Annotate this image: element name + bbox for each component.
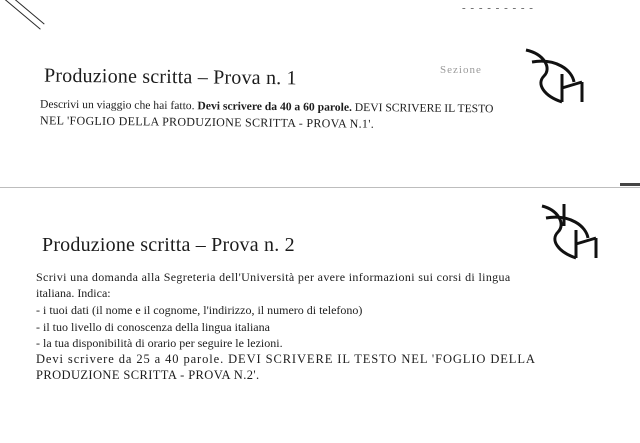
section1-instruction: Descrivi un viaggio che hai fatto.: [39, 97, 195, 113]
section2-line1: Scrivi una domanda alla Segreteria dell'Università per avere informazioni sui corsi di lingua: [36, 270, 511, 284]
university-logo: [522, 48, 588, 104]
section2-bullet-3: - la tua disponibilità di orario per seguire le lezioni.: [36, 336, 283, 350]
section2-closing-1: Devi scrivere da 25 a 40 parole. DEVI SCRIVERE IL TESTO NEL 'FOGLIO DELLA: [36, 352, 536, 366]
section1-requirement: Devi scrivere da 40 a 60 parole.: [197, 99, 352, 114]
section1-title: Produzione scritta – Prova n. 1: [43, 64, 297, 90]
faded-stamp: Sezione: [440, 64, 482, 76]
section1-line2: NEL 'FOGLIO DELLA PRODUZIONE SCRITTA - PROVA N.1'.: [39, 113, 375, 131]
page-divider: [0, 187, 640, 188]
section2-title: Produzione scritta – Prova n. 2: [42, 234, 295, 256]
section2-line2: italiana. Indica:: [36, 286, 111, 300]
section1-requirement-tail: DEVI SCRIVERE IL TESTO: [354, 100, 494, 116]
page-edge: [620, 183, 640, 186]
top-dash-mark: - - - - - - - - -: [462, 2, 534, 14]
section2-bullet-2: - il tuo livello di conoscenza della lingua italiana: [36, 320, 270, 334]
section2-bullet-1: - i tuoi dati (il nome e il cognome, l'indirizzo, il numero di telefono): [36, 303, 363, 317]
section2-closing-2: PRODUZIONE SCRITTA - PROVA N.2'.: [36, 368, 260, 382]
university-logo-2: [538, 204, 600, 260]
